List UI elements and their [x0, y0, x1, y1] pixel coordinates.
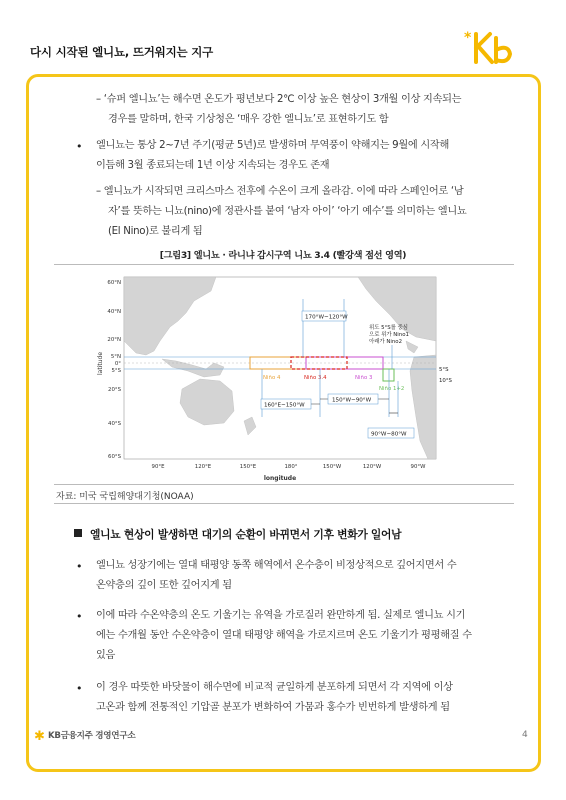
- svg-text:✱: ✱: [34, 729, 45, 742]
- text-line: 엘니뇨는 통상 2~7년 주기(평균 5년)로 발생하며 무역풍이 약해지는 9월에 시작해: [96, 140, 449, 151]
- page-header-title: 다시 시작된 엘니뇨, 뜨거워지는 지구: [30, 45, 214, 59]
- page-number: 4: [522, 730, 528, 740]
- text-line: 온약층의 깊이 또한 깊어지게 됨: [96, 580, 232, 591]
- x-axis-title: longitude: [263, 475, 297, 482]
- bullet-1: [96, 136, 516, 176]
- lon-tick: 180°: [284, 464, 298, 470]
- lon-tick: 150°W: [322, 464, 342, 470]
- section-bullet-2: [96, 606, 516, 666]
- lon-tick: 120°E: [194, 464, 212, 470]
- text-line: 이에 따라 수온약층의 온도 기울기는 유역을 가로질러 완만하게 됨. 실제로 엘니뇨 시기: [96, 610, 466, 621]
- lat-tick: 0°: [114, 361, 121, 367]
- divider: [54, 264, 514, 265]
- lat-tick: 40°S: [108, 421, 121, 427]
- nino-region-map: [96, 271, 476, 485]
- section-square-marker: [74, 529, 82, 537]
- lat-tick: 5°N: [110, 354, 121, 360]
- lon-tick: 150°E: [239, 464, 257, 470]
- text-line: 이 경우 따뜻한 바닷물이 해수면에 비교적 균일하게 분포하게 되면서 각 지역에 이상: [96, 682, 453, 693]
- range-label-160e-150w: 160°E~150°W: [264, 402, 305, 409]
- note-line-3: 아래가 Nino2: [369, 339, 403, 345]
- lat-tick: 60°S: [108, 454, 121, 460]
- bullet-marker: •: [76, 682, 83, 695]
- kb-footer-star-icon: [34, 728, 48, 742]
- text-line: 고온과 함께 전통적인 기압골 분포가 변화하여 가뭄과 홍수가 빈번하게 발생하게 됨: [96, 702, 450, 713]
- note-line-1: 위도 5°S를 중심: [369, 325, 409, 331]
- longitude-tick-labels: [152, 464, 427, 470]
- lat-tick: 20°S: [108, 387, 121, 393]
- footer-org: KB금융지주 경영연구소: [48, 731, 136, 741]
- lat-tick: 5°S: [111, 368, 121, 374]
- text-line: (El Nino)로 불리게 됨: [108, 226, 203, 237]
- range-label-90w-80w: 90°W~80°W: [371, 431, 407, 438]
- lon-tick: 120°W: [362, 464, 382, 470]
- figure-source: 자료: 미국 국립해양대기청(NOAA): [56, 492, 194, 502]
- text-line: 자’를 뜻하는 니뇨(nino)에 정관사를 붙여 ‘남자 아이’ ‘아기 예수’를 의미하는 엘니뇨: [108, 206, 467, 217]
- section-bullet-3: [96, 678, 516, 718]
- bullet-marker: •: [76, 610, 83, 623]
- section-bullet-1: [96, 556, 516, 596]
- text-line: 엘니뇨 성장기에는 열대 태평양 동쪽 해역에서 온수층이 비정상적으로 깊어지면서 수: [96, 560, 457, 571]
- figure-caption: [그림3] 엘니뇨 · 라니냐 감시구역 니뇨 3.4 (빨강색 점선 영역): [159, 250, 407, 261]
- right-label-10s: 10°S: [439, 378, 452, 384]
- bullet-marker: •: [76, 140, 83, 153]
- divider: [54, 484, 514, 485]
- divider: [54, 503, 514, 504]
- text-line: 에는 수개월 동안 수온약층이 열대 태평양 해역을 가로지르며 온도 기울기가 평평해질 수: [96, 630, 472, 641]
- text-line: 있음: [96, 650, 116, 661]
- note-line-2: 으로 위가 Nino1: [369, 332, 409, 338]
- nino3-label: Niño 3: [355, 375, 373, 381]
- text-line: 이듬해 3월 종료되는데 1년 이상 지속되는 경우도 존재: [96, 160, 330, 171]
- lon-tick: 90°W: [410, 464, 426, 470]
- bullet-marker: •: [76, 560, 83, 573]
- nino12-label: Niño 1+2: [379, 386, 405, 392]
- right-label-5s: 5°S: [439, 367, 449, 373]
- text-line: 경우를 말하며, 한국 기상청은 ‘매우 강한 엘니뇨’로 표현하기도 함: [108, 114, 389, 125]
- sub-bullet-2: [96, 182, 516, 242]
- latitude-tick-labels: [107, 280, 121, 460]
- lat-tick: 40°N: [107, 309, 121, 315]
- y-axis-title: latitude: [97, 351, 104, 375]
- lat-tick: 20°N: [107, 337, 121, 343]
- sub-bullet-1: [96, 90, 516, 130]
- lat-tick: 60°N: [107, 280, 121, 286]
- lon-tick: 90°E: [151, 464, 165, 470]
- range-label-170w-120w: 170°W~120°W: [305, 314, 348, 321]
- range-label-150w-90w: 150°W~90°W: [332, 397, 372, 404]
- text-line: – ‘슈퍼 엘니뇨’는 해수면 온도가 평년보다 2℃ 이상 높은 현상이 3개월 이상 지속되는: [96, 94, 462, 105]
- nino4-label: Niño 4: [263, 375, 281, 381]
- section-heading: 엘니뇨 현상이 발생하면 대기의 순환이 바뀌면서 기후 변화가 일어남: [90, 528, 402, 541]
- nino34-label: Niño 3.4: [304, 375, 327, 381]
- svg-text:*: *: [464, 30, 472, 46]
- text-line: – 엘니뇨가 시작되면 크리스마스 전후에 수온이 크게 올라감. 이에 따라 스페인어로 ‘남: [96, 186, 464, 197]
